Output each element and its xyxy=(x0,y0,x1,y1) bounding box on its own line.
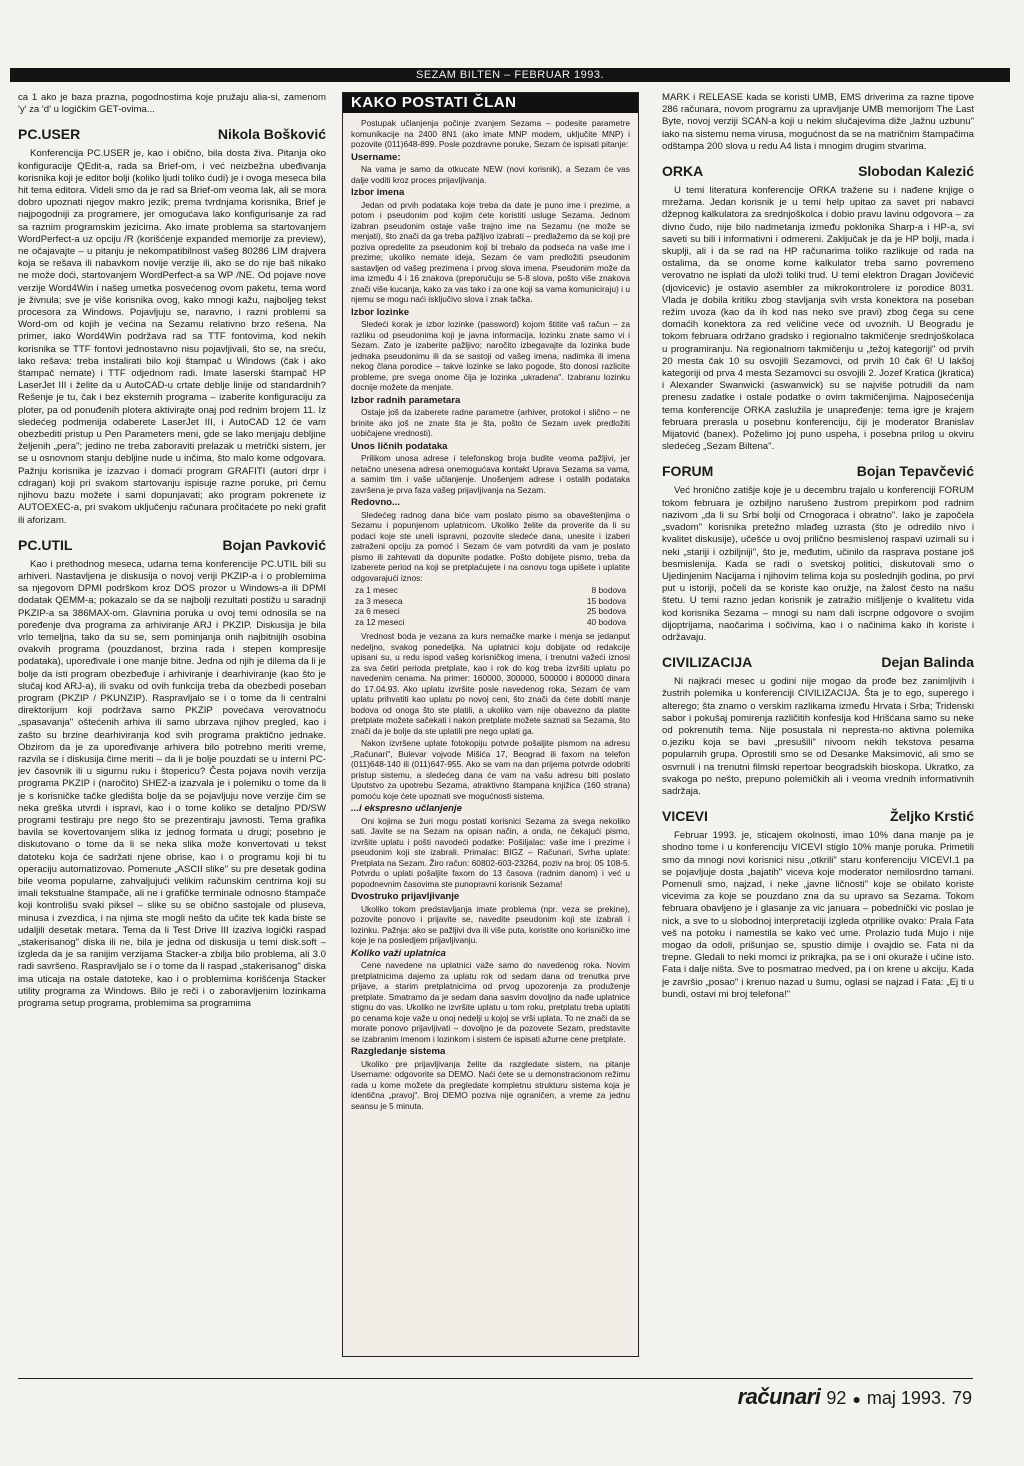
box-razgledanje-text: Ukoliko pre prijavljivanja želite da razgledate sistem, na pitanje Username: odgovorite sa DEMO. Naći ćete se u demonstracionom režimu rada u kome možete da pregledate kompletnu strukturu sistema koja je identična „pravoj". Broj DEMO poziva nije ograničen, a vreme za jednu seansu je 5 minuta. xyxy=(351,1058,630,1111)
membership-box-body xyxy=(343,113,638,1117)
heading-parametri: Izbor radnih parametara xyxy=(351,394,461,406)
orka-paragraph: U temi literatura konferencije ORKA tražene su i nađene knjige o mrežama. Jedan korisnik je u temi help upitao za savet pri nabavci džepnog kalkulatora za srednjoškolca i dobio pravu lavinu odgovora – za divno čudo, nije bilo nadmetanja između poklonika Sharp-a i HP-a, svi saveti su bili i informativni i odmereni. Zaključak je da je HP bolji, mada i skuplji, ali i da se rad na HP računarima toliko razlikuje od rada na ostalima, da se onome kome kalkulator treba samo povremeno verovatno ne isplati da uloži toliki trud. U temi elektron Dragan Jovičević (djovicevic) je ostavio asembler za mikrokontrolere iz porodice 8031. Vlada je dobila kritiku zbog stavljanja svih vrsta konektora na poseban režim uvoza (kao da ih kod nas neko sve pravi) zbog čega su cene domaćih konektora za red veličine veće od uvoznih. U Beogradu je tokom februara održano gradsko i regionalno takmičenje srednjoškolaca u programiranju. Na regionalnom takmičenju u „težoj kategoriji" od prvih 20 mesta čak 10 su osvojili Sezamovci, od prvih 10 čak 6! U lakšoj kategoriji od prva 4 mesta Sezamovci su osvojili 2. Jozef Kratica (jkratica) i Alexander Swanwicki (aswanwick) su se najviše potrudili da nam prenesu zadatke i ostale podatke o ovim takmičenjima. Najposećenija tema konferencije ORKA zaslužila je unapređenje: tema igre je krajem februara prerasla u posebnu konferenciju, čiji je moderator Branislav Mijatović (banex). Poželimo joj puno uspeha, i posebna prilog u okviru sledećeg „Sezam Biltena". xyxy=(662,185,974,453)
footer-divider xyxy=(18,1378,973,1379)
vicevi-author: Željko Krstić xyxy=(889,808,974,825)
heading-ime: Izbor imena xyxy=(351,187,405,199)
heading-lozinka: Izbor lozinke xyxy=(351,306,410,318)
fee-period: za 12 meseci xyxy=(355,616,405,627)
box-redovno-text: Sledećeg radnog dana biće vam poslato pismo sa obaveštenjima o Sezamu i popunjenom uplatnicom. Ukoliko želite da proverite da li su podaci koje ste uneli ispravni, pozovite sledeće dana, unesite i izaberi zatraženi opciju za pomoć i Sezam će vam potvrditi da vam je poslato pismo ili zahtevati da dopunite podatke. Pošto dobijete pismo, treba da izaberete period na koji se pretplaćujete i na osnovu toga upišete i uplatite odgovarajući iznos: xyxy=(351,509,630,583)
orka-heading xyxy=(662,163,974,179)
page-footer xyxy=(738,1384,972,1410)
membership-box-title: KAKO POSTATI ČLAN xyxy=(343,93,638,113)
forum-title: FORUM xyxy=(662,463,714,480)
forum-author: Bojan Tepavčević xyxy=(856,463,974,480)
bulletin-header: SEZAM BILTEN – FEBRUAR 1993. xyxy=(10,68,1010,82)
table-row xyxy=(351,585,630,596)
vicevi-paragraph: Februar 1993. je, sticajem okolnosti, imao 10% dana manje pa je shodno tome i u konferenciju VICEVI stiglo 10% manje poruka. Primetili smo da mnogi novi korisnici nisu „otkrili" staru konferenciju VICEVI.1 pa se pojavljuje dosta „bajatih" viceva koje moderator nemilosrdno tamani. Pomenuli smo, najzad, i neke „javne ličnosti" koje se obilato koriste vicevima za koje se pouzdano zna da su upravo sa Sezama. Tokom februara obavljeno je i glasanje za vic januara – pobednički vic poslao je nick, a sve to u slobodnoj interpretaciji izgleda otprilike ovako: Prala Fata veš na potoku i namestila se kako već ume. Prolazio tuda Mujo i nije mogao da odoli, prišunjao se, spustio dimije i ovajdio se. Fata ni da trepne. Gledali to neki momci iz prikrajka, pa se i oni okuraže i učine isto. Fata i dalje ništa. Sve to posmatrao medved, pa i on krene u akciju. Kada je završio „posao" i krenuo nazad u šumu, oglasi se najzad i Fata: „Ej ti u bundi, ostavi mi broj telefona!" xyxy=(662,830,974,1000)
heading-razgledanje: Razgledanje sistema xyxy=(351,1046,446,1058)
heading-koliko: Koliko važi uplatnica xyxy=(351,947,446,959)
fee-points: 40 bodova xyxy=(586,616,626,627)
box-ekspres-text: Oni kojima se žuri mogu postati korisnici Sezama za svega nekoliko sati. Javite se na Sezam na opisan način, a onda, ne čekajući pismo, izvršite uplatu i pošti navodeći podatke: Pošiljalac: vaše ime i prezime i pseudonim koji ste izabrali. Primalac: BIGZ – Računari, Svrha uplate: Pretplata na Sezam. Žiro račun: 60802-603-23264, poziv na broj: 05 108-5. Potvrdu o uplati pošaljite faxom do 13 časova (radnim danom) i već u popodnevnim časovima ste punopravni korisnik Sezama! xyxy=(351,815,630,889)
heading-licni: Unos ličnih podataka xyxy=(351,440,448,452)
table-row xyxy=(351,617,630,628)
page-number: 79 xyxy=(951,1388,972,1408)
pcuser-author: Nikola Bošković xyxy=(217,126,326,143)
right-intro-paragraph: MARK i RELEASE kada se koristi UMB, EMS driverima za razne tipove 286 računara, novom programu za upravljanje UMB memorijom The Last Byte, novoj verziji SCAN-a koji u nekim slučajevima diže „lažnu uzbunu" iako na sistemu nema virusa, mogućnost da se na matričnim štampačima odštampa 200 slova u redu A4 lista i mnogim drugim stvarima. xyxy=(662,92,974,152)
box-licni-text: Prilikom unosa adrese i telefonskog broja budite veoma pažljivi, jer netačno unesena adresa onemogućava kontakt Uprava Sezama sa vama, a samim tim i vaše učlanjenje. Unošenjem adrese i ostalih podataka završena je prva faza vašeg prijavljivanja na Sezam. xyxy=(351,453,630,495)
civilizacija-author: Dejan Balinda xyxy=(881,654,974,671)
heading-ekspres: ...i ekspresno učlanjenje xyxy=(351,803,462,815)
issue-number: 92 xyxy=(826,1388,847,1408)
fee-period: za 3 meseca xyxy=(355,595,403,606)
box-intro: Postupak učlanjenja počinje zvanjem Sezama – podesite parametre komunikacije na 2400 8N1 (ako imate MNP modem, uključite MNP) i pozovite (011)648-899. Posle pozdravne poruke, Sezam će ispisati pitanje: xyxy=(351,118,630,150)
pcuser-heading xyxy=(18,126,326,142)
box-username-text: Na vama je samo da otkucate NEW (novi korisnik), a Sezam će vas dalje voditi kroz proces prijavljivanja. xyxy=(351,164,630,185)
box-dvostruko-text: Ukoliko tokom predstavljanja imate problema (npr. veza se prekine), pozovite ponovo i prijavite se, navedite pseudonim koji ste izabrali i lozinku. Pažnja: ako se pažljivi dva ili više puta, koristite ono korisničko ime koje je na posledjem prijavljivanju. xyxy=(351,903,630,946)
box-lozinka-text: Sledeći korak je izbor lozinke (password) kojom štitite vaš račun – za razliku od pseudonima koji je javna informacija, lozinku znate samo vi i Sezam. Zato je izaberite pažljivo; naročito izbegavajte da lozinka bude jednaka pseudonimu ili da se sastoji od vašeg imena, nadimka ili imena nekog člana porodice – takve lozinke se lako pogode, što donosi razlicite probleme, pre svega onome čija je lozinka „ukradena". Izabranu lozinku docnije možete da menjate. xyxy=(351,319,630,393)
vicevi-title: VICEVI xyxy=(662,808,708,825)
fees-table xyxy=(351,585,630,627)
civilizacija-heading xyxy=(662,654,974,670)
fee-points: 15 bodova xyxy=(586,595,626,606)
civilizacija-paragraph: Ni najkraći mesec u godini nije mogao da prođe bez zanimljivih i žustrih polemika u konferenciji CIVILIZACIJA. Šta je to ego, superego i alterego; šta znamo o verskim razlikama između Hrvata i Srba; Tridenski sabor i pokušaj pomirenja različitih konfesija kod Hrišćana samo su neke od pokrenutih tema. Nije posustala ni nepresta-no aktivna polemika o.jeziku koja se bavi „presušili" nivoom nekih tekstova pesama popularnih grupa. Oprostili smo se od Desanke Maksimović, ali smo se osvrnuli i na trenutni filmski repertoar beogradskih bioskopa. Ukratko, za svakoga po nešto, prepuno polemičkih ali i veoma vrednih informativnih sadržaja. xyxy=(662,676,974,797)
fee-period: za 6 meseci xyxy=(355,606,400,617)
table-row xyxy=(351,606,630,617)
box-koliko-text: Cene navedene na uplatnici važe samo do navedenog roka. Novim pretplatnicima dajemo za uplatu rok od sedam dana od trenutka prve prijave, a starim pretplatnicima od prvog upozorenja za produženje pretplate. Smatramo da je sedam dana sasvim dovoljno da nađe uplatnice stignu do vas. Ukoliko ne izvršite uplatu u tom roku, pretplatu treba uplatiti po cenama koje važe u onoj nedelji u kojoj se vrši uplata. To ne znači da se morate ponovo prijavljivati – dovoljno je da pozovete Sezam, predstavite se izabranim imenom i lozinkom i sistem će ispisati ažurne cene pretplate. xyxy=(351,960,630,1044)
orka-title: ORKA xyxy=(662,163,704,180)
left-column xyxy=(18,92,326,1382)
right-column xyxy=(662,92,974,1382)
box-bod-text: Vrednost boda je vezana za kurs nemačke marke i menja se jedanput nedeljno, svakog ponedeljka. Na uplatnici koju dobijate od redakcije upisani su, u redu ispod vašeg korisničkog imena, i trenutni važeći iznosi za sva četiri perioda pretplate, kao i rok do kog treba izvršiti uplatu po navedenim cenama. Na primer: 160000, 300000, 500000 i 800000 dinara do 17.04.93. Ako uplatu izvršite posle navedenog roka, Sezam će vam uplatu prihvatiti kao uplatu po novoj ceni, što znači da ćete dobiti manje bodova od onoga što ste platili, a ukoliko vam nije obavezno da platite pretplate možete sačekati i nakon pretplate možete saznati sa Sezama, što znači da je bolje da ste uplatili pre nego uplati ga. xyxy=(351,631,630,736)
fee-points: 8 bodova xyxy=(591,585,626,596)
pcutil-title: PC.UTIL xyxy=(18,536,73,553)
box-uplata-text: Nakon izvršene uplate fotokopiju potvrde pošaljite pismom na adresu „Računari", Bulevar vojvode Mišića 17, Beograd ili faxom na telefon (011)648-140 ili (011)647-955. Ako se vam na dan prijema potvrde odobriti pristup sistemu, a sledećeg dana će vam na vašu adresu biti poslato Uputstvo za upotrebu Sezama, atraktivno štampana knjižica (160 strana) pomoću koje ćete upoznati sve mogućnosti sistema. xyxy=(351,738,630,801)
bullet-icon: ● xyxy=(852,1391,861,1407)
magazine-logo: računari xyxy=(737,1384,821,1409)
vicevi-heading xyxy=(662,808,974,824)
username-label: Username: xyxy=(351,151,401,163)
pcuser-title: PC.USER xyxy=(18,126,81,143)
fee-points: 25 bodova xyxy=(586,606,626,617)
civilizacija-title: CIVILIZACIJA xyxy=(662,654,753,671)
heading-dvostruko: Dvostruko prijavljivanje xyxy=(351,891,460,903)
orka-author: Slobodan Kalezić xyxy=(858,163,974,180)
pcutil-author: Bojan Pavković xyxy=(222,536,326,553)
forum-paragraph: Već hronično zatišje koje je u decembru trajalo u konferenciji FORUM tokom februara je ozbiljno narušeno žustrom prepirkom pod radnim nazivom „da li su Srbi bolji od Crnogoraca i obratno". Iako je započela „svadom" korisnika pretežno mlađeg uzrasta (što je odredilo nivo i kvalitet diskusije), učešće u ovoj prilično besmislenoj raspavi uzimali su i neki „stariji i ozbiljniji", što je, međutim, učinilo da rasprava postane još besmislenija. Kada se radi o svetskoj politici, diskutovali smo o Ujedinjenim Nacijama i njihovim telima koja su poslednjih godina, po prvi put u istoriji, počeli da se koriste kao oružje, na žalost često na našu štetu. U temi razno jedan korisnik je zatražio mišljenje o kvalitetu vida kod korisnika Sezama – mnogi su nam dali iscrpne odgovore o svojim dijoptrijama, naočarima i sočivima, kao i o načinima kako ih koriste i održavaju. xyxy=(662,485,974,643)
pcutil-paragraph: Kao i prethodnog meseca, udarna tema konferencije PC.UTIL bili su arhiveri. Nastavljena je diskusija o novoj veriji PKZIP-a i o problemima sa njegovom DPMI podrškom kroz DOS prozor u Windows-a ili DPMI dodatak QEMM-a; pokazalo se da se najbolji rezultati postižu u saradnji PKZIP-a sa 386MAX-om. Glavnina poruka u ovoj temi odnosila se na poređenje dva programa za arhiviranje ARJ i PKZIP. Diskusija je bila vrlo temeljna, tako da su se, sem pominjanja onih najbitnijih osobina ovakvih programa (pouzdanost, brzina rada i stepen kompresije podataka), upoređivale i one manje bitne. Jedna od njih je dilema da li je bolje da isti program obezbeđuje i arhiviranje i dearhiviranje (kao što je slučaj kod ARJ-a), ili svaku od ovih funkcija treba da obezbedi poseban program (PKZIP / PKUNZIP). Raspravljalo se i o tome da li centralni direktorijum koji podržava samo PKZIP povećava verovatnoću „spasavanja" oštećenih arhiva ili samo ubrzava njihov pregled, kao i zašto su brzine dearhiviranja kod svih programa praktično jednake. Obzirom da je za upoređivanje arhivera bilo potrebno meriti vreme, razvila se i diskusija čime meriti – da li je bolje pouzdati se u interni PC-jev časovnik ili u sigurnu ruku i štopericu? Česta pojava novih verzija programa PKZIP i (naročito) SHEZ-a izazvala je i polemiku o tome da li je s korisničke tačke gledišta bolje da se pojavljuju nove verzije čim se neka greška utvrdi i ispravi, kao i o tome koliko se detaljno PD/SW programi testiraju pre nego što se prezentiraju javnosti. Tema grafika bavila se kovertovanjem slika iz jednog formata u drugi; posebno je diskutovano o tome da li se neka slika može konvertovati u tekst datoteku koja će sadržati njene obrise, kao i o programu koji bi tu operaciju automatizovao. Pomenute „ASCII slike" su pre desetak godina bile veoma popularne, zahvaljujući velikim računskim centrima koji su imali tekstualne štampače, ali ne i grafičke terminale odnosno štampače koji kontrolišu svaki piksel – slike su se obično sastojale od pluseva, minusa i zvezdica, i na njima ste mogli nešto da učite tek kada biste se udaljili desetak metara. Tema da li Test Drive III izaziva logički raspad „stakerisanog" diska ili ne, bila je jedna od diskusija u temi disk.soft – izgleda da je sa ranijim verzijama Stacker-a zbilja bilo problema, ali 3.0 radi savršeno. Raspravljalo se i o tome da li raspad „stakerisanog" diska ima uticaja na ostale datoteke, kao i o problemima korišćenja Stacker utility programa za Windows. Bilo je reči i o zaboravljenim lozinkama programa setup programa, problemima sa programima xyxy=(18,558,326,1010)
fee-period: za 1 mesec xyxy=(355,585,398,596)
heading-redovno: Redovno... xyxy=(351,497,401,509)
table-row xyxy=(351,596,630,607)
membership-box xyxy=(342,92,639,1357)
pcuser-paragraph: Konferencija PC.USER je, kao i obično, bila dosta živa. Pitanja oko konfiguracije QEdit-a, rada sa Brief-om, i već neizbežna ubeđivanja korisnika koji je editor bolji (koliko ljudi toliko ćudi) je i ovoga meseca bila hit tema editora. Videli smo da je rad sa Brief-om veoma lak, ali se mora dobro upoznati njegov makro jezik; prema tvrdnjama korisnika, Brief je najpogodniji za programere, jer omogućava lako konfigurisanje za rad sa raznim programskim jezicima. Ako imate problema sa startovanjem WordPerfect-a uz opciju /R (korišćenje expanded memorije za preview), ne očajavajte – u pitanju je nekompatibilnost vašeg 80286 LIM drajvera koja se rešava ili nabavkom novije verzije ili, ako se do nje baš nikako ne može doći, startovanjem WordPerfect-a sa WP /NE. Od pojave nove verzije Word4Win i našeg umetka posvećenog ovom paketu, tema word je živnula; sve je više korisnika ovog, kako mnogi kažu, najboljeg tekst procesora za Windows. Pojavljuju se, naravno, i razni problemi sa Word-om od kojih je većina na Sezamu relativno brzo rešena. Na primer, iako Word4Win podržava rad sa TTF fontovima, kod nekih korisnika se TTF fontovi jednostavno nisu pojavljivali, što se, na sreću, lako rešava: treba instalirati bilo koji štampač u Windows (čak i ako štampač nemate) i TTF odjednom radi. Imate laserski štampač HP LaserJet III i želite da u AutoCAD-u crtate deblje linije od standardnih? Rešenje je tu, čak i bez eksternih programa – izaberite konfiguraciju za ploter, pa od ponuđenih plotera aktivirajte onaj pod rednim brojem 11. Iz sledećeg podmenija odaberete LaserJet III, i AutoCAD 12 će vam obezbediti pristup u Pen Parameters meni, gde se lako menjaju debljine željenih „pera"; jedino ne treba zaboraviti prelazak u metrički sistem, jer se u osnovnom stanju debljine nude u inčima, što malo kome odgovara. Pažnju korisnika je izazvao i domaći program GRAFITI (autori drpr i cdragan) koji pri svakom startovanju ispisuje razne poruke, pri čemu njihovu bazu možete i sami dopunjavati; ako program pokrenete iz AUTOEXEC-a, pri svakom uključenju računara pročitaćete po neki grafit ili aforizam. xyxy=(18,148,326,526)
issue-date: maj 1993. xyxy=(866,1388,946,1408)
box-ime-text: Jedan od prvih podataka koje treba da date je puno ime i prezime, a potom i pseudonim pod kojim ćete koristiti usluge Sezama. Jednom izabran pseudonim ostaje vaše trajno ime na Sezamu (ne može se menjati), što znači da ga treba pažljivo izabrati – predlažemo da se koji pre poziva opredelite za pseudonim koji bi trebalo da podseća na vaše ime i prezime; ukoliko nemate ideja, Sezam će vam predložiti pseudonim sastavljen od vašeg prezimena i prvog slova imena. Pseudonim može da ima između 4 i 16 znakova (preporučuju se 5-8 slova, pošto više znakova znači više kucanja, kako za vas tako i za one koji sa vama komuniciraju) i u njemu se mogu naći isključivo slova i znak tačka. xyxy=(351,199,630,305)
box-parametri-text: Ostaje još da izaberete radne parametre (arhiver, protokol i slično – ne brinite ako još ne znate šta je šta, pošto će Sezam uvek predložiti uobičajene vrednosti). xyxy=(351,407,630,439)
left-intro-paragraph: ca 1 ako je baza prazna, pogodnostima koje pružaju alia-si, zamenom 'y' za 'd' u logičkim GET-ovima... xyxy=(18,92,326,116)
forum-heading xyxy=(662,463,974,479)
pcutil-heading xyxy=(18,537,326,553)
